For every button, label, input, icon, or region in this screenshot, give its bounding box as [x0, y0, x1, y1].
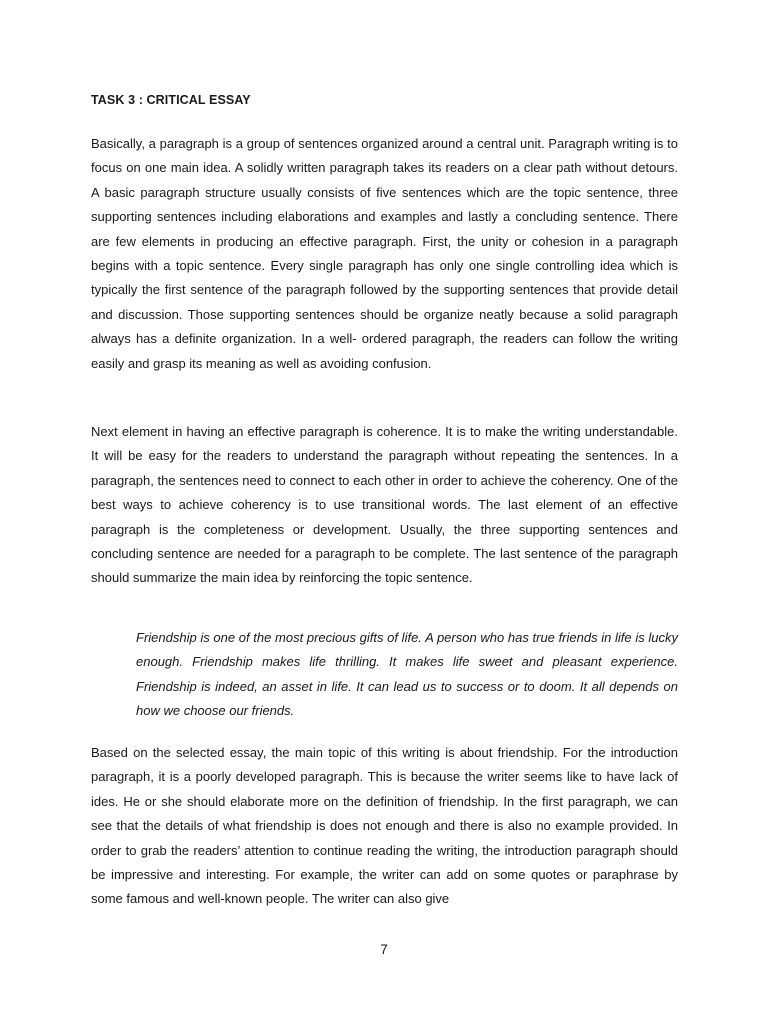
page-number: 7: [380, 942, 388, 957]
paragraph-2: Next element in having an effective paragraph is coherence. It is to make the writing understandable. It will be easy for the readers to understand the paragraph without repeating the sentences. In a paragraph, the sentences need to connect to each other in order to achieve the coherency. One of the best ways to achieve coherency is to use transitional words. The last element of an effective paragraph is the completeness or development. Usually, the three supporting sentences and concluding sentence are needed for a paragraph to be complete. The last sentence of the paragraph should summarize the main idea by reinforcing the topic sentence.: [91, 424, 678, 586]
section-heading: TASK 3 : CRITICAL ESSAY: [91, 93, 251, 107]
paragraph-1: Basically, a paragraph is a group of sentences organized around a central unit. Paragraph writing is to focus on one main idea. A solidly written paragraph takes its readers on a clear path without detours. A basic paragraph structure usually consists of five sentences which are the topic sentence, three supporting sentences including elaborations and examples and lastly a concluding sentence. There are few elements in producing an effective paragraph. First, the unity or cohesion in a paragraph begins with a topic sentence. Every single paragraph has only one single controlling idea which is typically the first sentence of the paragraph followed by the supporting sentences that provide detail and discussion. Those supporting sentences should be organize neatly because a solid paragraph always has a definite organization. In a well- ordered paragraph, the readers can follow the writing easily and grasp its meaning as well as avoiding confusion.: [91, 136, 678, 371]
paragraph-3: Based on the selected essay, the main topic of this writing is about friendship. For the introduction paragraph, it is a poorly developed paragraph. This is because the writer seems like to have lack of ides. He or she should elaborate more on the definition of friendship. In the first paragraph, we can see that the details of what friendship is does not enough and there is also no example provided. In order to grab the readers’ attention to continue reading the writing, the introduction paragraph should be impressive and interesting. For example, the writer can add on some quotes or paraphrase by some famous and well-known people. The writer can also give: [91, 745, 678, 907]
quoted-essay: Friendship is one of the most precious gifts of life. A person who has true friends in life is lucky enough. Friendship makes life thrilling. It makes life sweet and pleasant experience. Friendship is indeed, an asset in life. It can lead us to success or to doom. It all depends on how we choose our friends.: [136, 630, 678, 719]
